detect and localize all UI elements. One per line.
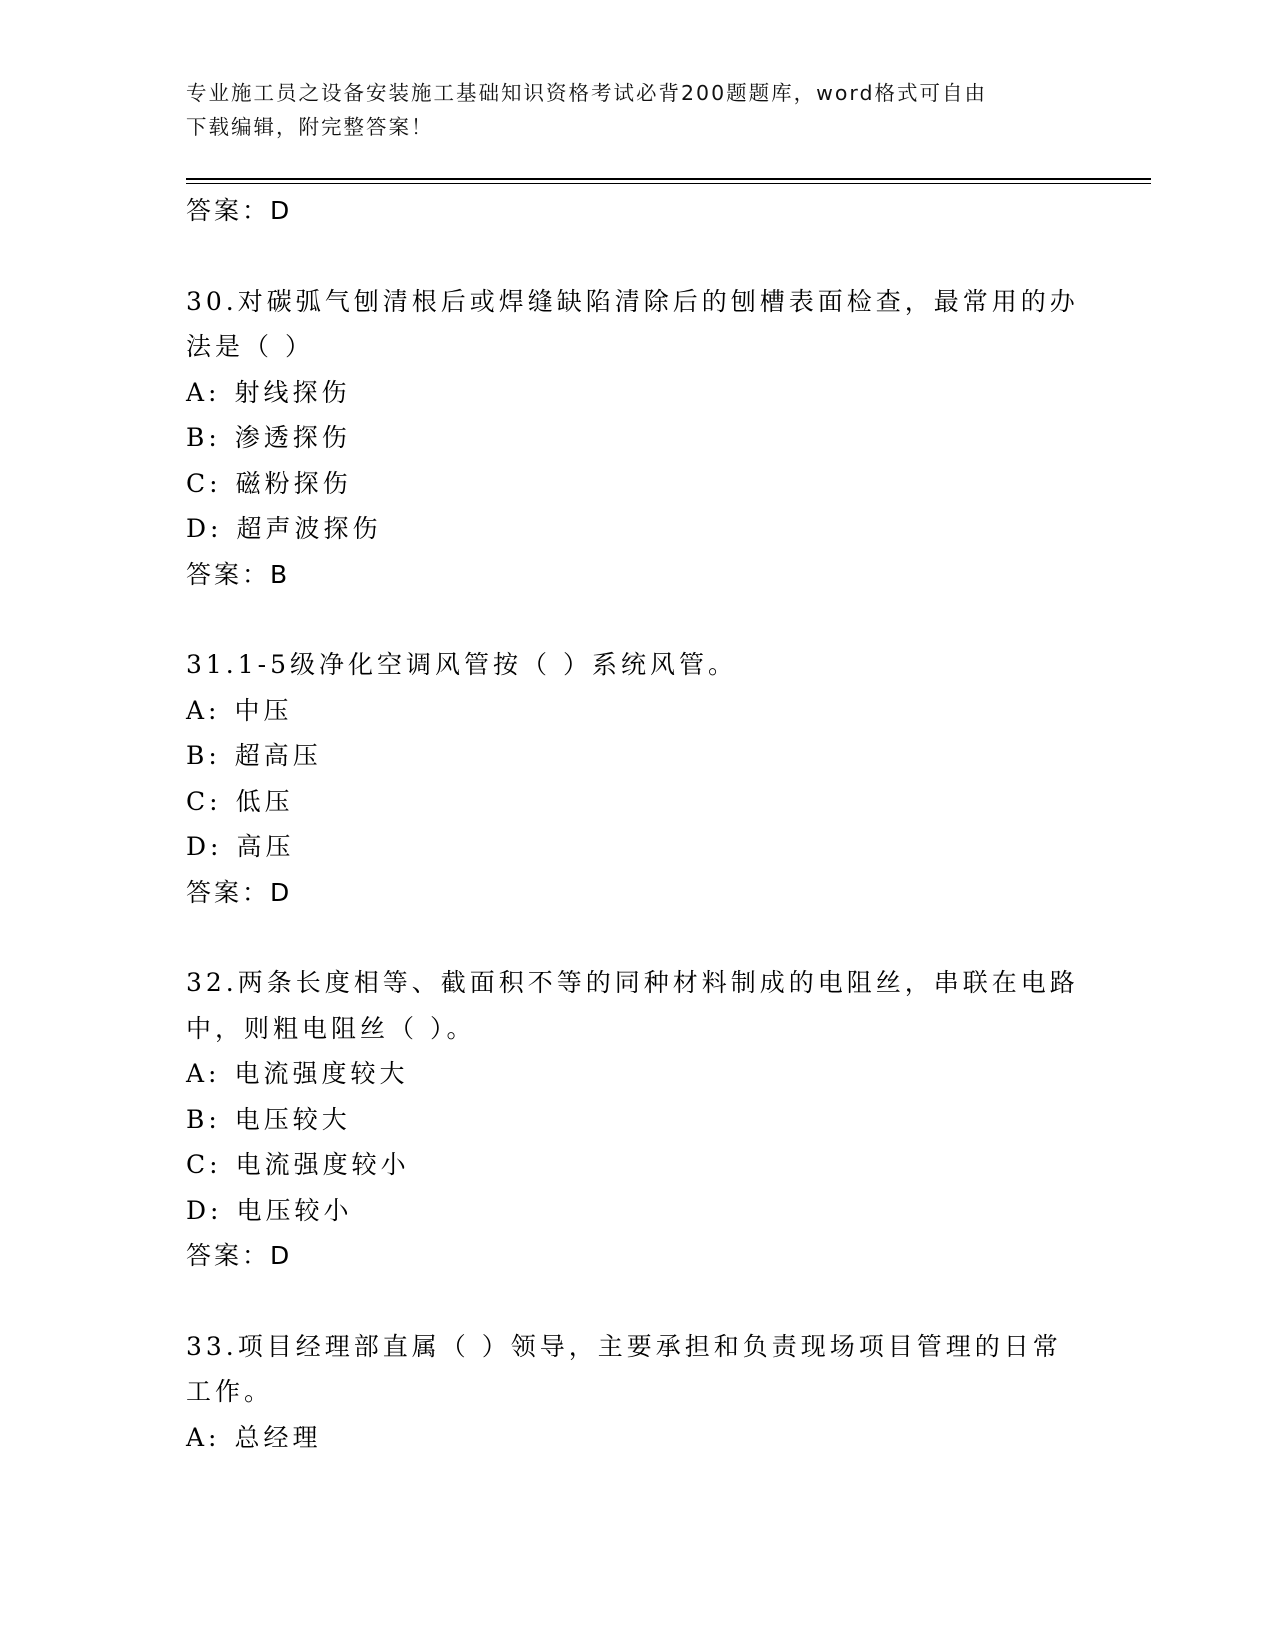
header-line-1: 专业施工员之设备安装施工基础知识资格考试必背200题题库，word格式可自由 (186, 81, 988, 105)
option-a (186, 688, 1086, 734)
option-key: D: (186, 832, 223, 861)
option-d (186, 506, 1086, 552)
document-header (186, 76, 1066, 144)
option-text: 超声波探伤 (236, 514, 382, 543)
spacer (186, 234, 1086, 279)
option-text: 超高压 (234, 741, 322, 770)
option-text: 高压 (236, 832, 295, 861)
option-key: B: (186, 1104, 221, 1134)
option-key: D: (186, 1195, 223, 1225)
question-stem: 30.对碳弧气刨清根后或焊缝缺陷清除后的刨槽表面检查，最常用的办 (186, 286, 1079, 316)
header-line-2: 下载编辑，附完整答案！ (186, 115, 434, 139)
question-list (186, 188, 1086, 1460)
option-c (186, 461, 1086, 507)
question-block (186, 1324, 1086, 1461)
option-key: D: (186, 514, 223, 543)
option-text: 中压 (234, 695, 293, 725)
option-text: 电流强度较大 (234, 1059, 409, 1088)
option-c (186, 1142, 1086, 1188)
option-text: 低压 (235, 786, 294, 816)
option-key: A: (186, 695, 221, 725)
question-block (186, 642, 1086, 915)
option-d (186, 824, 1086, 870)
spacer (186, 597, 1086, 642)
option-a (186, 1051, 1086, 1097)
answer-line: 答案：D (186, 877, 293, 907)
option-text: 总经理 (234, 1422, 322, 1452)
question-stem: 32.两条长度相等、截面积不等的同种材料制成的电阻丝，串联在电路 (186, 968, 1079, 997)
option-text: 射线探伤 (234, 377, 351, 407)
option-key: A: (186, 377, 221, 407)
option-text: 电压较大 (234, 1104, 351, 1134)
spacer (186, 915, 1086, 960)
option-key: C: (186, 468, 222, 498)
header-rule-thick (186, 178, 1151, 180)
question-stem: 中，则粗电阻丝（ ）。 (186, 1013, 476, 1043)
option-b (186, 415, 1086, 461)
option-key: B: (186, 741, 221, 770)
question-block (186, 279, 1086, 598)
previous-answer: 答案：D (186, 196, 293, 225)
option-text: 磁粉探伤 (235, 468, 352, 498)
option-text: 电流强度较小 (235, 1150, 410, 1179)
question-stem: 工作。 (186, 1377, 274, 1406)
header-rule-thin (186, 183, 1151, 184)
option-text: 渗透探伤 (234, 423, 351, 452)
option-a (186, 1415, 1086, 1461)
option-d (186, 1188, 1086, 1234)
option-c (186, 779, 1086, 825)
option-text: 电压较小 (236, 1195, 353, 1225)
question-stem: 33.项目经理部直属（ ）领导，主要承担和负责现场项目管理的日常 (186, 1331, 1062, 1361)
question-stem: 法是（ ） (186, 332, 314, 361)
question-block (186, 960, 1086, 1279)
spacer (186, 1279, 1086, 1324)
option-a (186, 370, 1086, 416)
option-key: A: (186, 1059, 221, 1088)
question-stem: 31.1-5级净化空调风管按（ ）系统风管。 (186, 650, 737, 679)
option-key: C: (186, 786, 222, 816)
option-key: B: (186, 423, 221, 452)
option-key: C: (186, 1150, 222, 1179)
answer-line: 答案：D (186, 1241, 293, 1270)
option-key: A: (186, 1422, 221, 1452)
option-b (186, 1097, 1086, 1143)
option-b (186, 733, 1086, 779)
answer-line: 答案：B (186, 559, 291, 589)
